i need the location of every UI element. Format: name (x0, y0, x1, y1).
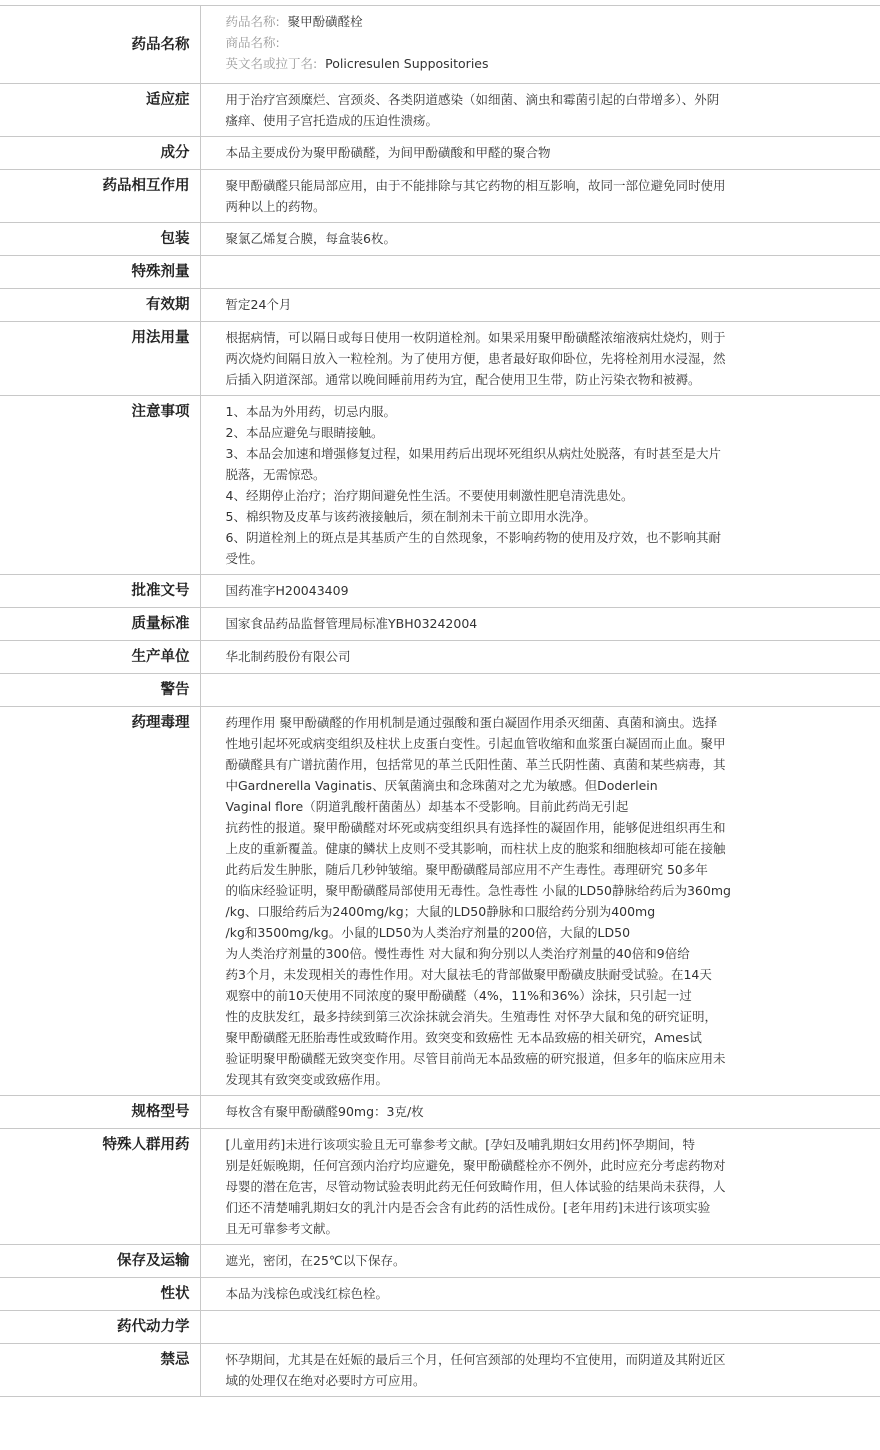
row-key: 性状 (0, 1278, 200, 1311)
drug-info-table (0, 5, 880, 1397)
row-value (200, 641, 880, 674)
value-line: Vaginal flore（阴道乳酸杆菌菌丛）却基本不受影响。目前此药尚无引起 (225, 799, 629, 814)
row-value (200, 1129, 880, 1245)
value-line: 性的皮肤发红，最多持续到第三次涂抹就会消失。生殖毒性 对怀孕大鼠和兔的研究证明， (225, 1009, 717, 1024)
value-line: 性地引起坏死或病变组织及柱状上皮蛋白变性。引起血管收缩和血浆蛋白凝固而止血。聚甲 (225, 736, 726, 751)
row-key: 规格型号 (0, 1096, 200, 1129)
table-row (0, 256, 880, 289)
value-line: 聚甲酚磺醛无胚胎毒性或致畸作用。致突变和致癌性 无本品致癌的相关研究，Ames试 (225, 1030, 702, 1045)
row-value (200, 1278, 880, 1311)
value-line: [儿童用药]未进行该项实验且无可靠参考文献。[孕妇及哺乳期妇女用药]怀孕期间，特 (225, 1137, 696, 1152)
value-line: 遮光，密闭，在25℃以下保存。 (225, 1253, 406, 1268)
table-row (0, 396, 880, 575)
row-key: 成分 (0, 137, 200, 170)
generic-name-label: 药品名称: (225, 14, 280, 29)
value-line: 5、棉织物及皮革与该药液接触后，须在制剂未干前立即用水洗净。 (225, 509, 596, 524)
row-value (200, 608, 880, 641)
value-line: 后插入阴道深部。通常以晚间睡前用药为宜，配合使用卫生带，防止污染衣物和被褥。 (225, 372, 701, 387)
value-line: /kg、口服给药后为2400mg/kg；大鼠的LD50静脉和口服给药分别为400mg (225, 904, 656, 919)
table-row (0, 6, 880, 84)
row-key: 特殊人群用药 (0, 1129, 200, 1245)
row-value (200, 322, 880, 396)
value-line: 本品主要成份为聚甲酚磺醛，为间甲酚磺酸和甲醛的聚合物 (225, 145, 551, 160)
english-name-value: Policresulen Suppositories (325, 56, 489, 71)
table-row (0, 608, 880, 641)
value-line: 脱落，无需惊恐。 (225, 467, 326, 482)
table-row (0, 1278, 880, 1311)
value-line: /kg和3500mg/kg。小鼠的LD50为人类治疗剂量的200倍，大鼠的LD50 (225, 925, 631, 940)
value-line: 国家食品药品监督管理局标准YBH03242004 (225, 616, 478, 631)
row-value (200, 1311, 880, 1344)
value-line: 2、本品应避免与眼睛接触。 (225, 425, 384, 440)
table-row (0, 84, 880, 137)
row-key: 禁忌 (0, 1344, 200, 1397)
value-line: 瘙痒、使用子宫托造成的压迫性溃疡。 (225, 113, 439, 128)
row-key: 生产单位 (0, 641, 200, 674)
name-cell (200, 6, 880, 84)
row-value (200, 84, 880, 137)
table-row (0, 1096, 880, 1129)
value-line: 4、经期停止治疗；治疗期间避免性生活。不要使用刺激性肥皂清洗患处。 (225, 488, 634, 503)
table-row (0, 1344, 880, 1397)
value-line: 们还不清楚哺乳期妇女的乳汁内是否会含有此药的活性成份。[老年用药]未进行该项实验 (225, 1200, 711, 1215)
row-value (200, 170, 880, 223)
value-line: 抗药性的报道。聚甲酚磺醛对坏死或病变组织具有选择性的凝固作用，能够促进组织再生和 (225, 820, 726, 835)
row-value (200, 1344, 880, 1397)
row-value (200, 575, 880, 608)
row-key: 包装 (0, 223, 200, 256)
value-line: 怀孕期间，尤其是在妊娠的最后三个月，任何宫颈部的处理均不宜使用，而阴道及其附近区 (225, 1352, 726, 1367)
trade-name-label: 商品名称: (225, 35, 280, 50)
row-key: 特殊剂量 (0, 256, 200, 289)
table-row (0, 289, 880, 322)
value-line: 暂定24个月 (225, 297, 292, 312)
row-key: 警告 (0, 674, 200, 707)
value-line: 用于治疗宫颈糜烂、宫颈炎、各类阴道感染（如细菌、滴虫和霉菌引起的白带增多）、外阴 (225, 92, 720, 107)
row-value (200, 289, 880, 322)
row-value (200, 396, 880, 575)
table-row (0, 1311, 880, 1344)
value-line: 国药准字H20043409 (225, 583, 349, 598)
row-key: 药品名称 (0, 6, 200, 84)
value-line: 上皮的重新覆盖。健康的鳞状上皮则不受其影响，而柱状上皮的胞浆和细胞核却可能在接触 (225, 841, 726, 856)
table-row (0, 170, 880, 223)
value-line: 3、本品会加速和增强修复过程，如果用药后出现坏死组织从病灶处脱落，有时甚至是大片 (225, 446, 721, 461)
value-line: 此药后发生肿胀，随后几秒钟皱缩。聚甲酚磺醛局部应用不产生毒性。毒理研究 50多年 (225, 862, 708, 877)
value-line: 6、阴道栓剂上的斑点是其基质产生的自然现象，不影响药物的使用及疗效，也不影响其耐 (225, 530, 721, 545)
table-row (0, 1129, 880, 1245)
drug-info-body (0, 6, 880, 1397)
value-line: 为人类治疗剂量的300倍。慢性毒性 对大鼠和狗分别以人类治疗剂量的40倍和9倍给 (225, 946, 690, 961)
value-line: 1、本品为外用药，切忌内服。 (225, 404, 396, 419)
value-line: 两次烧灼间隔日放入一粒栓剂。为了使用方便，患者最好取仰卧位，先将栓剂用水浸湿，然 (225, 351, 726, 366)
value-line: 聚甲酚磺醛只能局部应用，由于不能排除与其它药物的相互影响，故同一部位避免同时使用 (225, 178, 726, 193)
value-line: 酚磺醛具有广谱抗菌作用，包括常见的革兰氏阳性菌、革兰氏阴性菌、真菌和某些病毒，其 (225, 757, 726, 772)
table-row (0, 641, 880, 674)
table-row (0, 137, 880, 170)
row-value (200, 1245, 880, 1278)
value-line: 母婴的潜在危害，尽管动物试验表明此药无任何致畸作用，但人体试验的结果尚未获得，人 (225, 1179, 726, 1194)
row-value (200, 223, 880, 256)
row-key: 批准文号 (0, 575, 200, 608)
table-row (0, 674, 880, 707)
english-name-label: 英文名或拉丁名: (225, 56, 318, 71)
value-line: 聚氯乙烯复合膜，每盒装6枚。 (225, 231, 396, 246)
generic-name-value: 聚甲酚磺醛栓 (287, 14, 363, 29)
table-row (0, 707, 880, 1096)
row-key: 药品相互作用 (0, 170, 200, 223)
value-line: 根据病情，可以隔日或每日使用一枚阴道栓剂。如果采用聚甲酚磺醛浓缩液病灶烧灼，则于 (225, 330, 726, 345)
table-row (0, 322, 880, 396)
value-line: 本品为浅棕色或浅红棕色栓。 (225, 1286, 389, 1301)
value-line: 中Gardnerella Vaginatis、厌氧菌滴虫和念珠菌对之尤为敏感。但Doderlein (225, 778, 658, 793)
row-key: 保存及运输 (0, 1245, 200, 1278)
row-key: 药理毒理 (0, 707, 200, 1096)
value-line: 验证明聚甲酚磺醛无致突变作用。尽管目前尚无本品致癌的研究报道，但多年的临床应用未 (225, 1051, 726, 1066)
row-value (200, 137, 880, 170)
value-line: 且无可靠参考文献。 (225, 1221, 339, 1236)
row-value (200, 1096, 880, 1129)
row-key: 用法用量 (0, 322, 200, 396)
row-key: 注意事项 (0, 396, 200, 575)
row-value (200, 256, 880, 289)
value-line: 华北制药股份有限公司 (225, 649, 351, 664)
value-line: 域的处理仅在绝对必要时方可应用。 (225, 1373, 426, 1388)
value-line: 受性。 (225, 551, 264, 566)
table-row (0, 575, 880, 608)
row-key: 有效期 (0, 289, 200, 322)
value-line: 观察中的前10天使用不同浓度的聚甲酚磺醛（4%，11%和36%）涂抹，只引起一过 (225, 988, 692, 1003)
value-line: 每枚含有聚甲酚磺醛90mg：3克/枚 (225, 1104, 424, 1119)
value-line: 两种以上的药物。 (225, 199, 326, 214)
value-line: 药理作用 聚甲酚磺醛的作用机制是通过强酸和蛋白凝固作用杀灭细菌、真菌和滴虫。选择 (225, 715, 717, 730)
row-value (200, 674, 880, 707)
table-row (0, 223, 880, 256)
row-value (200, 707, 880, 1096)
value-line: 别是妊娠晚期，任何宫颈内治疗均应避免，聚甲酚磺醛栓亦不例外，此时应充分考虑药物对 (225, 1158, 726, 1173)
table-row (0, 1245, 880, 1278)
row-key: 药代动力学 (0, 1311, 200, 1344)
value-line: 的临床经验证明，聚甲酚磺醛局部使用无毒性。急性毒性 小鼠的LD50静脉给药后为360mg (225, 883, 731, 898)
row-key: 适应症 (0, 84, 200, 137)
value-line: 发现其有致突变或致癌作用。 (225, 1072, 389, 1087)
row-key: 质量标准 (0, 608, 200, 641)
value-line: 药3个月，未发现相关的毒性作用。对大鼠祛毛的背部做聚甲酚磺皮肤耐受试验。在14天 (225, 967, 712, 982)
